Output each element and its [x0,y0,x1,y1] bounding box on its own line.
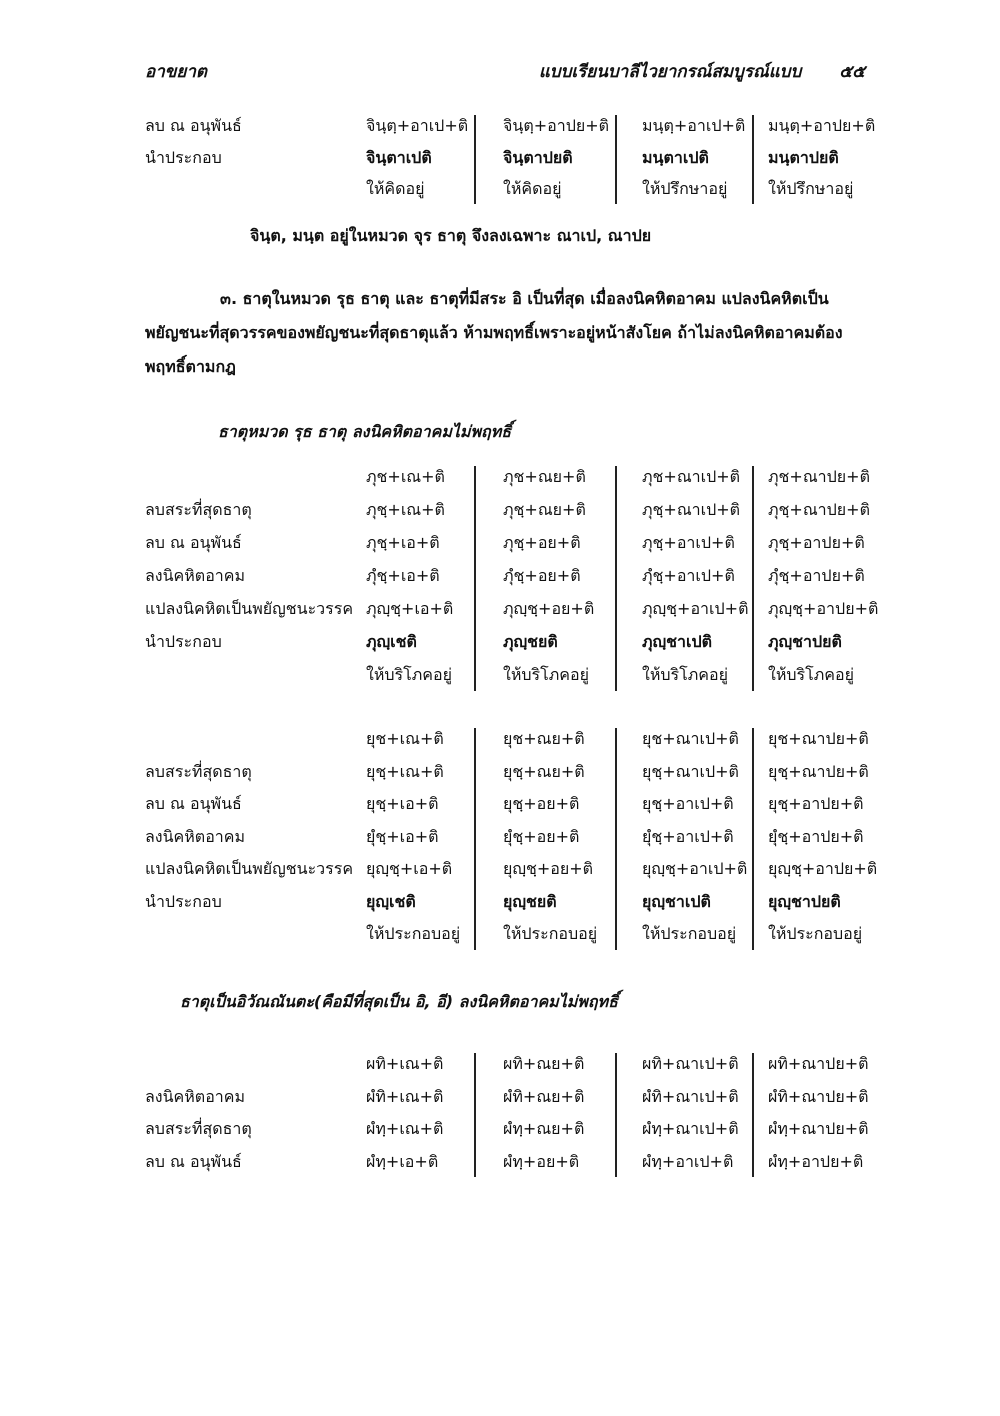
table-cell: ผํทฺ+ณย+ติ [503,1119,585,1138]
table-cell: ให้ประกอบอยู่ [642,924,737,943]
row-label: ลงนิคหิตอาคม [145,1086,246,1106]
table-cell: ภุญฺชฺ+อาปย+ติ [768,599,879,618]
table-row [0,174,1000,204]
table-row [0,462,1000,492]
column-separator [615,115,617,204]
table-cell: ภุชฺ+ณาเป+ติ [642,500,741,519]
row-label: ลบ ณ อนุพันธ์ [145,1151,242,1171]
table-cell: ผํทฺ+อาเป+ติ [642,1151,734,1171]
table-cell: ให้ปรึกษาอยู่ [642,179,728,198]
table-cell: ภุชฺ+อาปย+ติ [768,533,865,552]
column-separator [752,115,754,204]
table-cell: ยุชฺ+ณย+ติ [503,761,585,781]
row-label: ลบ ณ อนุพันธ์ [145,533,242,552]
row-label: ลงนิคหิตอาคม [145,566,246,585]
table-cell: ผํทฺ+อาปย+ติ [768,1151,864,1171]
table-row [0,143,1000,173]
table-row [0,822,1000,852]
table-cell: ภุญฺชาปยติ [768,632,842,651]
table-cell: ยุํชฺ+อาเป+ติ [642,826,734,846]
table-cell: ยุญฺชฺ+อาปย+ติ [768,859,878,878]
table-cell: ยุํชฺ+อย+ติ [503,826,580,846]
table-cell: ยุชฺ+ณาเป+ติ [642,761,739,781]
table-cell: ภุชฺ+ณาปย+ติ [768,500,870,519]
table-cell: ภุญฺชฺ+อย+ติ [503,599,595,618]
table-cell: ผํทิ+ณาปย+ติ [768,1086,869,1106]
table-cell: ภุชฺ+ณย+ติ [503,500,586,519]
row-label: นำประกอบ [145,891,222,911]
table-row [0,495,1000,525]
table-cell: ภุชฺ+อาเป+ติ [642,533,735,552]
table-cell: ภุํชฺ+เอ+ติ [366,566,440,585]
table-row [0,594,1000,624]
table-cell: ภุช+ณาปย+ติ [768,467,870,486]
table-cell: ผํทฺ+ณาเป+ติ [642,1119,739,1138]
table-cell: ภุชฺ+อย+ติ [503,533,581,552]
table-cell: ภุช+ณย+ติ [503,467,586,486]
table-cell: ภุญฺชฺ+อาเป+ติ [642,599,749,618]
column-separator [615,466,617,691]
row-label: นำประกอบ [145,632,222,651]
table-cell: มนฺตฺ+อาปย+ติ [768,116,876,135]
table-cell: ผํทฺ+เณ+ติ [366,1119,444,1138]
rule-paragraph-line: พฤทธิ์ตามกฎ [145,357,236,376]
table-cell: ให้บริโภคอยู่ [503,665,589,684]
table-cell: ยุช+ณย+ติ [503,729,585,748]
table-cell: ยุญฺเชติ [366,891,416,911]
rule-paragraph-line: พยัญชนะที่สุดวรรคของพยัญชนะที่สุดธาตุแล้ว ห้ามพฤทธิ์เพราะอยู่หน้าสังโยค ถ้าไม่ลงนิคหิตอาคมต้อง [145,323,843,342]
table-row [0,528,1000,558]
table-cell: ยุชฺ+ณาปย+ติ [768,761,869,781]
table-cell: ผทิ+ณาเป+ติ [642,1054,739,1073]
column-separator [474,466,476,691]
table-cell: ภุํชฺ+อย+ติ [503,566,581,585]
table-cell: ผํทฺ+เอ+ติ [366,1151,439,1171]
row-label: แปลงนิคหิตเป็นพยัญชนะวรรค [145,859,354,878]
table-row [0,111,1000,141]
note-chint-mant: จินฺต, มนฺต อยู่ในหมวด จุร ธาตุ จึงลงเฉพาะ ณาเป, ณาปย [250,226,652,245]
table-cell: ให้คิดอยู่ [366,179,425,198]
table-row [0,887,1000,917]
table-cell: ให้ประกอบอยู่ [768,924,863,943]
table-cell: ผทิ+เณ+ติ [366,1054,444,1073]
table-cell: ผํทฺ+ณาปย+ติ [768,1119,869,1138]
table-cell: จินฺตาปยติ [503,147,573,167]
table-cell: ยุํชฺ+อาปย+ติ [768,826,864,846]
row-label: ลบ ณ อนุพันธ์ [145,116,242,135]
book-title: แบบเรียนบาลีไวยากรณ์สมบูรณ์แบบ [538,62,802,82]
table-cell: มนฺตฺ+อาเป+ติ [642,116,746,135]
table-cell: มนฺตาปยติ [768,147,839,167]
table-cell: ให้ประกอบอยู่ [366,924,461,943]
table-cell: มนฺตาเปติ [642,147,709,167]
table-cell: ผทิ+ณาปย+ติ [768,1054,869,1073]
row-label: ลบสระที่สุดธาตุ [145,1119,252,1138]
table-cell: ให้ปรึกษาอยู่ [768,179,854,198]
row-label: นำประกอบ [145,147,222,167]
table-cell: ยุช+เณ+ติ [366,729,444,748]
table-cell: ภุชฺ+เณ+ติ [366,500,445,519]
column-separator [474,1053,476,1177]
table-cell: ให้บริโภคอยู่ [642,665,728,684]
table-row [0,1114,1000,1144]
table-cell: ยุชฺ+อาปย+ติ [768,794,864,813]
table-cell: ยุชฺ+เณ+ติ [366,761,444,781]
table-cell: ผํทิ+ณาเป+ติ [642,1086,739,1106]
column-separator [615,728,617,950]
row-label: ลบสระที่สุดธาตุ [145,761,252,781]
table-row [0,724,1000,754]
table-cell: ผํทิ+เณ+ติ [366,1086,444,1106]
table-cell: ยุญฺชยติ [503,891,557,911]
table-cell: ภุํชฺ+อาเป+ติ [642,566,735,585]
table-cell: ภุชฺ+เอ+ติ [366,533,440,552]
page-number: ๕๕ [839,62,865,82]
table-row [0,854,1000,884]
table-row [0,789,1000,819]
column-separator [474,115,476,204]
table-row [0,757,1000,787]
row-label: ลงนิคหิตอาคม [145,826,246,846]
table-cell: จินฺตฺ+อาเป+ติ [366,116,469,135]
table-row [0,919,1000,949]
table-cell: ให้คิดอยู่ [503,179,562,198]
table-row [0,627,1000,657]
table-cell: ยุช+ณาปย+ติ [768,729,869,748]
table-row [0,1049,1000,1079]
table-cell: ภุช+ณาเป+ติ [642,467,741,486]
table-cell: ยุชฺ+อย+ติ [503,794,580,813]
table-cell: ยุญฺชฺ+อย+ติ [503,859,594,878]
table-cell: ภุญฺชยติ [503,632,558,651]
column-separator [615,1053,617,1177]
table-cell: ยุญฺชฺ+เอ+ติ [366,859,453,878]
section-title: อาขยาต [145,62,207,82]
column-separator [752,466,754,691]
rule-paragraph [145,282,865,384]
table-cell: ยุช+ณาเป+ติ [642,729,739,748]
table-cell: ผํทฺ+อย+ติ [503,1151,580,1171]
row-label: ลบสระที่สุดธาตุ [145,500,252,519]
table-cell: ภุช+เณ+ติ [366,467,445,486]
table-cell: ยุชฺ+เอ+ติ [366,794,439,813]
table-cell: ให้บริโภคอยู่ [768,665,854,684]
column-separator [752,728,754,950]
section-heading-ivannanta: ธาตุเป็นอิวัณณันตะ(คือมีที่สุดเป็น อิ, อี) ลงนิคหิตอาคมไม่พฤทธิ์ [180,992,618,1011]
table-cell: ภุญฺเชติ [366,632,417,651]
table-cell: จินฺตาเปติ [366,147,432,167]
table-row [0,1082,1000,1112]
table-cell: ยุชฺ+อาเป+ติ [642,794,734,813]
row-label: แปลงนิคหิตเป็นพยัญชนะวรรค [145,599,354,618]
table-row [0,1147,1000,1177]
row-label: ลบ ณ อนุพันธ์ [145,794,242,813]
table-cell: ยุํชฺ+เอ+ติ [366,826,439,846]
table-cell: ภุญฺชฺ+เอ+ติ [366,599,454,618]
table-cell: ยุญฺชาปยติ [768,891,841,911]
table-cell: ผํทิ+ณย+ติ [503,1086,585,1106]
column-separator [752,1053,754,1177]
table-cell: ภุํชฺ+อาปย+ติ [768,566,865,585]
table-cell: จินฺตฺ+อาปย+ติ [503,116,610,135]
running-header [539,58,865,85]
table-cell: ให้ประกอบอยู่ [503,924,598,943]
table-row [0,561,1000,591]
section-heading-rudh: ธาตุหมวด รุธ ธาตุ ลงนิคหิตอาคมไม่พฤทธิ์ [218,422,511,441]
column-separator [474,728,476,950]
table-cell: ผทิ+ณย+ติ [503,1054,585,1073]
table-cell: ยุญฺชฺ+อาเป+ติ [642,859,748,878]
table-row [0,660,1000,690]
table-cell: ให้บริโภคอยู่ [366,665,452,684]
rule-paragraph-line: ๓. ธาตุในหมวด รุธ ธาตุ และ ธาตุที่มีสระ อิ เป็นที่สุด เมื่อลงนิคหิตอาคม แปลงนิคหิตเป็น [220,289,829,308]
table-cell: ภุญฺชาเปติ [642,632,713,651]
table-cell: ยุญฺชาเปติ [642,891,711,911]
